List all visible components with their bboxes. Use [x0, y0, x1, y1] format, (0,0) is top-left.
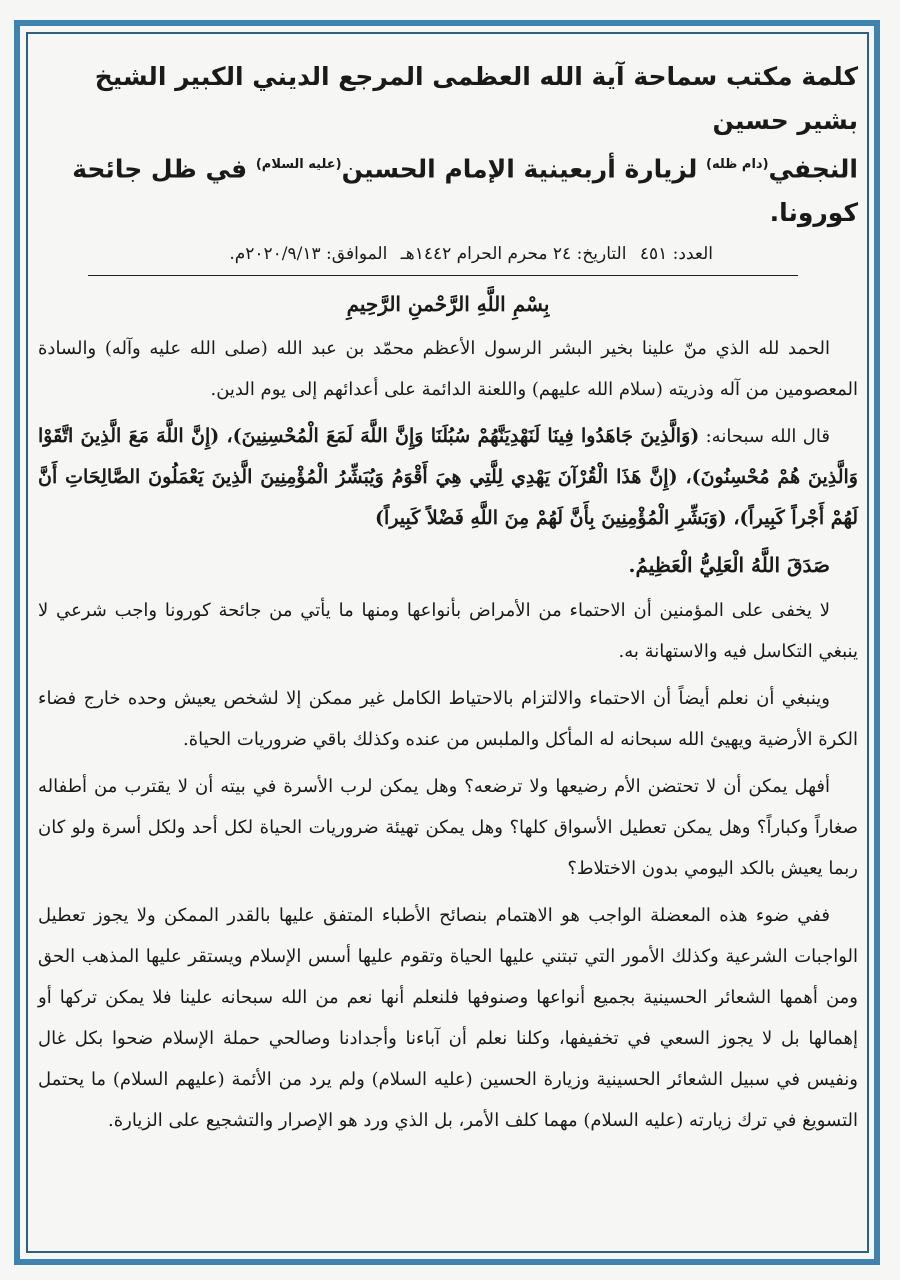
issue-date-hijri: التاريخ: ٢٤ محرم الحرام ١٤٤٢هـ: [400, 244, 627, 265]
issue-date-gregorian: الموافق: ٢٠٢٠/٩/١٣م.: [229, 244, 388, 265]
paragraph-conclusion: ففي ضوء هذه المعضلة الواجب هو الاهتمام بنصائح الأطباء المتفق عليها بالقدر الممكن ولا يجوز تعطيل الواجبات الشرعية وكذلك الأمور التي تبتني عليها الحياة وتقوم عليها أسس الإسلام ويستقر عليها المذهب الحق ومن أهمها الشعائر الحسينية بجميع أنواعها وصنوفها فلنعلم أنها نعم من الله سبحانه علينا فلا يمكن تركها أو إهمالها بل لا يجوز السعي في تخفيفها، وكلنا نعلم أن آباءنا وأجدادنا وصالحي حملة الإسلام ضحوا بكل غال ونفيس في سبيل الشعائر الحسينية وزيارة الحسين (عليه السلام) ولم يرد من الأئمة (عليهم السلام) ما يحتمل التسويغ في ترك زيارته (عليه السلام) مهما كلف الأمر، بل الذي ورد هو الإصرار والتشجيع على الزيارة.: [38, 905, 858, 1132]
paragraph-praise: الحمد لله الذي منّ علينا بخير البشر الرسول الأعظم محمّد بن عبد الله (صلى الله عليه وآله) والسادة المعصومين من آله وذريته (سلام الله عليهم) واللعنة الدائمة على أعدائهم إلى يوم الدين.: [38, 338, 858, 401]
paragraph-verses: [38, 416, 858, 539]
title-honorific-1: (دام ظله): [706, 157, 769, 172]
closing-formula: صَدَقَ اللَّهُ الْعَلِيُّ الْعَظِيمُ.: [628, 553, 830, 578]
verses-intro: قال الله سبحانه:: [699, 426, 830, 448]
title-line-1: كلمة مكتب سماحة آية الله العظمى المرجع الديني الكبير الشيخ بشير حسين: [94, 62, 858, 135]
issue-info-line: [38, 241, 713, 267]
title-subject: لزيارة أربعينية الإمام الحسين: [341, 154, 707, 184]
paragraph-full-precaution: وينبغي أن نعلم أيضاً أن الاحتماء والالتزام بالاحتياط الكامل غير ممكن إلا لشخص يعيش وحده خارج فضاء الكرة الأرضية ويهيئ الله سبحانه له المأكل والملبس من عنده وكذلك باقي ضروريات الحياة.: [38, 688, 858, 751]
issue-number: العدد: ٤٥١: [639, 244, 713, 265]
title-name: النجفي: [768, 154, 858, 184]
quran-verses: (وَالَّذِينَ جَاهَدُوا فِينَا لَنَهْدِيَنَّهُمْ سُبُلَنَا وَإِنَّ اللَّهَ لَمَعَ الْمُحْسِنِينَ)، (إِنَّ اللَّهَ مَعَ الَّذِينَ اتَّقَوْا وَالَّذِينَ هُمْ مُحْسِنُونَ)، (إِنَّ هَذَا الْقُرْآنَ يَهْدِي لِلَّتِي هِيَ أَقْوَمُ وَيُبَشِّرُ الْمُؤْمِنِينَ الَّذِينَ يَعْمَلُونَ الصَّالِحَاتِ أَنَّ لَهُمْ أَجْراً كَبِيراً)، (وَبَشِّرِ الْمُؤْمِنِينَ بِأَنَّ لَهُمْ مِنَ اللَّهِ فَضْلاً كَبِيراً): [38, 425, 858, 530]
paragraph-questions: أفهل يمكن أن لا تحتضن الأم رضيعها ولا ترضعه؟ وهل يمكن لرب الأسرة في بيته أن لا يقترب من أطفاله صغاراً وكباراً؟ وهل يمكن تعطيل الأسواق كلها؟ وهل يمكن تهيئة ضروريات الحياة لكل أحد ولكل أسرة ولو كان ربما يعيش بالكد اليومي بدون الاختلاط؟: [38, 776, 858, 880]
title-honorific-2: (عليه السلام): [255, 157, 342, 172]
basmala: بِسْمِ اللَّهِ الرَّحْمنِ الرَّحِيمِ: [346, 292, 550, 317]
title-context: في ظل جائحة كورونا.: [72, 154, 858, 228]
paragraph-protection-duty: لا يخفى على المؤمنين أن الاحتماء من الأمراض بأنواعها ومنها ما يأتي من جائحة كورونا واجب شرعي لا ينبغي التكاسل فيه والاستهانة به.: [38, 600, 858, 663]
header-divider: [88, 275, 798, 276]
document-title: [38, 55, 858, 235]
document-content: [38, 55, 858, 1147]
